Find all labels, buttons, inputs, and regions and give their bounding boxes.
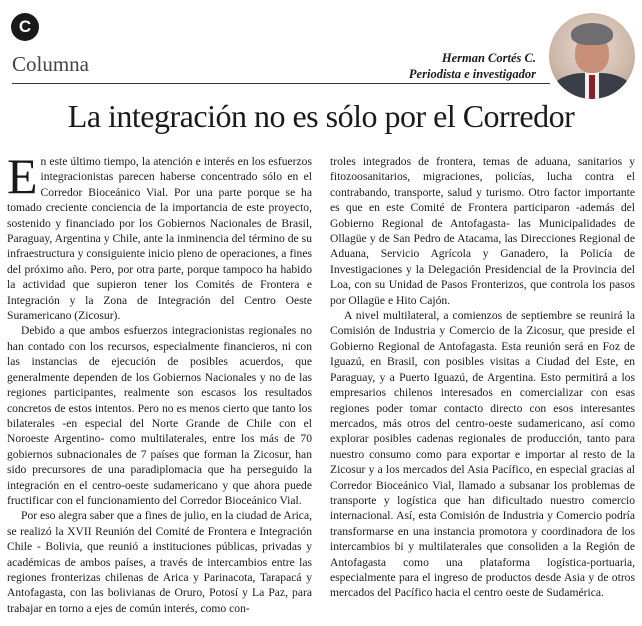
drop-cap: E <box>7 148 38 204</box>
paragraph-text: n este último tiempo, la atención e interés en los esfuerzos integracionistas parecen haberse concentrado sólo en el Corredor Bioceánico Vial. Por una parte porque se ha tomado creciente conciencia de la importancia de este proyecto, sostenido y financiado por los Gobiernos Nacionales de Brasil, Paraguay, Argentina y Chile, ante la inminencia del término de su infraestructura y consiguiente inicio pleno de operaciones, a fines del próximo año. Pero, por otra parte, porque tampoco ha habido la actividad que supieron tener los Comités de Frontera e Integración y la Zona de Integración del Centro Oeste Suramericano (Zicosur). <box>7 155 312 323</box>
author-photo <box>549 13 635 99</box>
paragraph <box>7 148 312 323</box>
header-divider <box>12 83 550 84</box>
section-label: Columna <box>12 52 89 76</box>
paragraph: troles integrados de frontera, temas de aduana, sanitarios y fitozoosanitarios, migraciones, policías, lucha contra el contrabando, transporte, salud y turismo. Otro factor importante es que en este Comité de Frontera participaron -además del Gobierno Regional de Antofagasta- las Municipalidades de Ollagüe y de San Pedro de Atacama, las Direcciones Regional de Aduana, Servicio Agrícola y Ganadero, la Policía de Investigaciones y la Delegación Presidencial de la Provincia del Loa, con su Unidad de Pasos Fronterizos, que controla los pasos por Ollagüe e Hito Cajón. <box>330 155 635 307</box>
author-name: Herman Cortés C. <box>441 51 536 65</box>
paragraph: Debido a que ambos esfuerzos integracionistas regionales no han contado con los recursos, especialmente financieros, ni con las instancias de ejecución de posibles acuerdos, que generalmente dependen de los Gobiernos Nacionales y no de las regiones participantes, realmente son escasos los resultados concretos de estos intentos. Pero no es menos cierto que tanto los bilaterales -en especial del Norte Grande de Chile con el Noroeste Argentino- como multilaterales, entre los más de 70 gobiernos subnacionales de 7 países que forman la Zicosur, han sido precursores de una paradiplomacia que ha perseguido la integración en el centro-oeste sudamericano y que ahora puede fructificar con el funcionamiento del Corredor Bioceánico Vial. <box>7 324 312 507</box>
author-block <box>409 50 536 82</box>
section-badge: C <box>11 13 39 41</box>
paragraph: Por eso alegra saber que a fines de julio, en la ciudad de Arica, se realizó la XVII Reunión del Comité de Frontera e Integración Chile - Bolivia, que reunió a instituciones públicas, privadas y académicas de ambos países, a través de intercambios entre las regiones fronterizas chilenas de Arica y Parinacota, Tarapacá y Antofagasta, con las bolivianas de Oruro, Potosí y La Paz, para trabajar en torno a ejes de común interés, como con- <box>7 509 312 615</box>
paragraph: A nivel multilateral, a comienzos de septiembre se reunirá la Comisión de Industria y Comercio de la Zicosur, que preside el Gobierno Regional de Antofagasta. Esta reunión será en Foz de Iguazú, en Brasil, con posibles visitas a Ciudad del Este, en Paraguay, y a Puerto Iguazú, de Argentina. Esto permitirá a los empresarios chilenos interesados en comercializar con esas regiones poder tomar contacto directo con esos interesantes mercados, más otros del centro-oeste sudamericano, así como explorar posibles cadenas regionales de producción, tanto para nuestro consumo como para exportar e importar al resto de la Zicosur y a los mercados del Asia Pacífico, en especial gracias al Corredor Bioceánico Vial, llamado a subsanar los problemas de transporte y logística que han dificultado nuestro comercio internacional. Así, esta Comisión de Industria y Comercio podría transformarse en una instancia promotora y coordinadora de los intercambios bi y multilaterales que consoliden a la Región de Antofagasta como una plataforma logística-portuaria, especialmente para el ingreso de productos desde Asia y de otros mercados del Pacífico hacia el centro oeste de Sudamérica. <box>330 309 635 600</box>
author-role: Periodista e investigador <box>408 67 536 81</box>
article-column-left <box>7 148 312 616</box>
article-title: La integración no es sólo por el Corredor <box>67 98 575 134</box>
article-column-right <box>330 154 635 601</box>
